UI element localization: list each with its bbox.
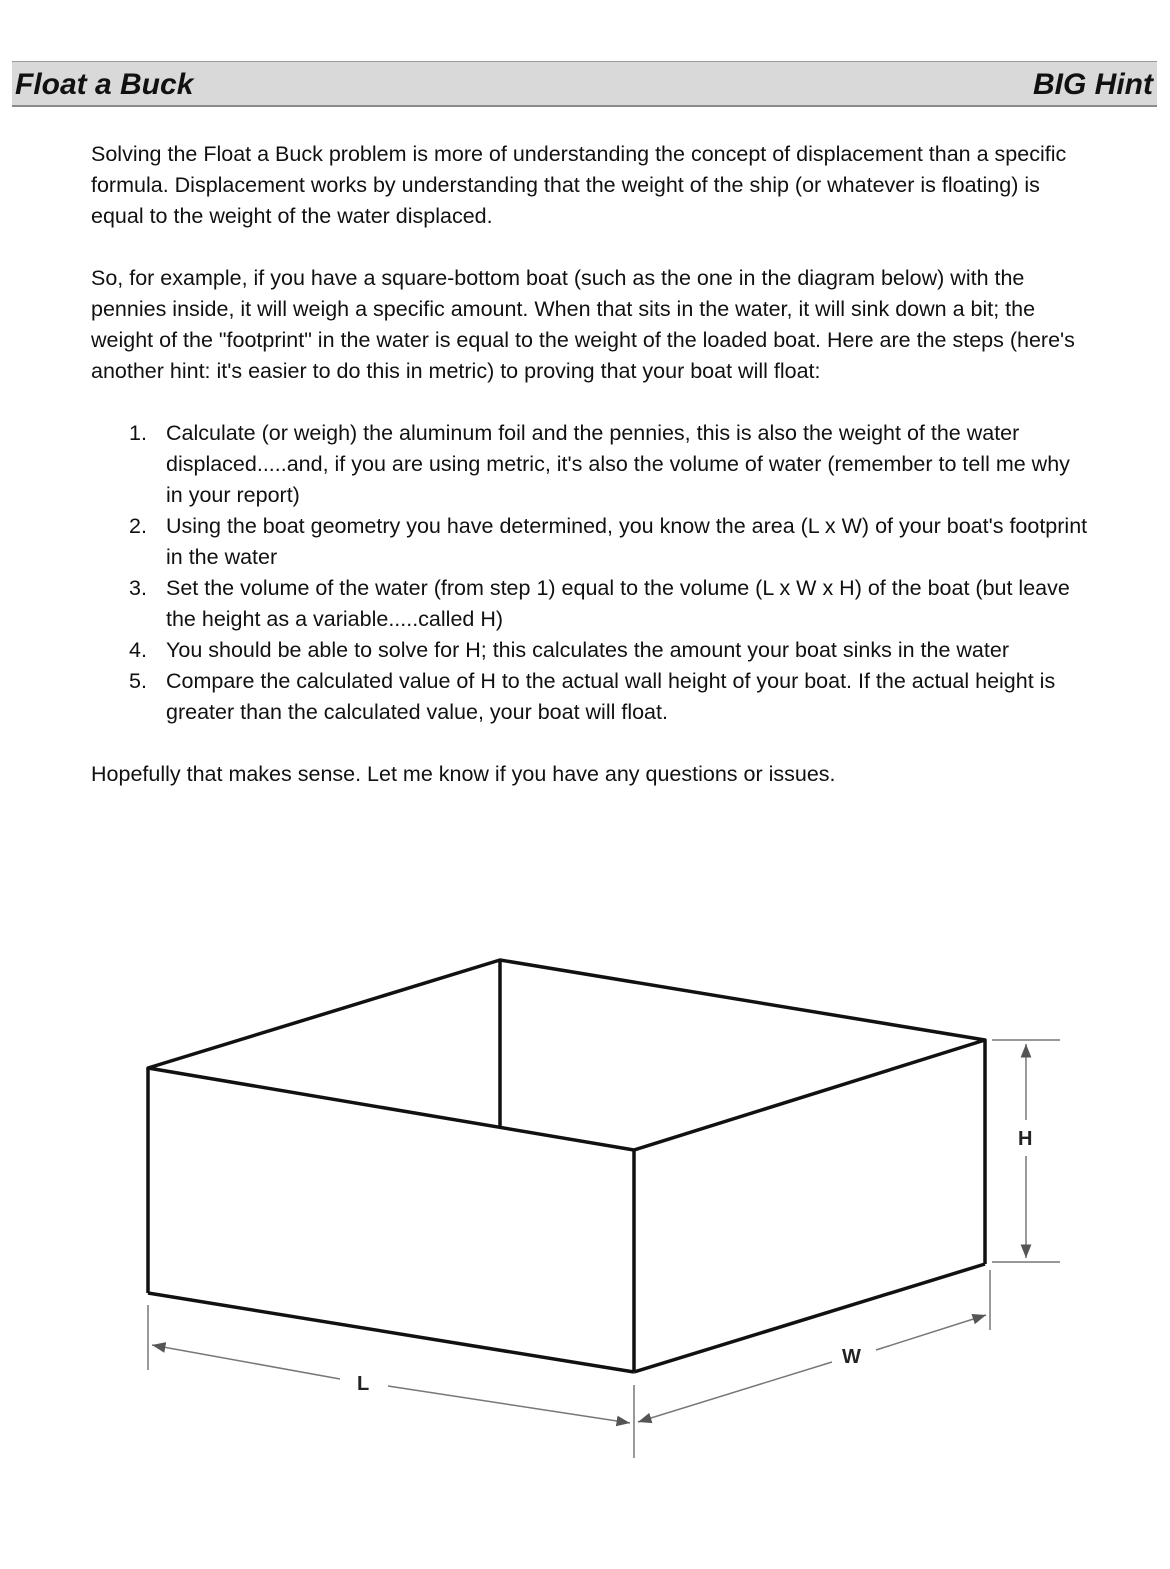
boat-box (148, 960, 985, 1372)
width-dimension (638, 1315, 986, 1422)
intro-paragraph: Solving the Float a Buck problem is more of understanding the concept of displacement than a specific formula. Displacement works by understanding that the weight of the ship (or whatever is floating) is equal to the weight of the water displaced. (91, 142, 1067, 228)
width-dimension-line-a (638, 1362, 832, 1422)
steps-list (91, 418, 1091, 728)
step-text: Compare the calculated value of H to the actual wall height of your boat. If the actual height is greater than the calculated value, your boat will float. (166, 669, 1056, 724)
length-label: L (357, 1373, 370, 1395)
length-dimension-line-a (152, 1345, 340, 1379)
width-dimension-line-b (876, 1315, 986, 1350)
extension-lines (148, 1040, 1060, 1458)
page-title: Float a Buck (15, 68, 194, 101)
length-dimension (152, 1345, 630, 1423)
height-label: H (1018, 1128, 1033, 1150)
step-text: You should be able to solve for H; this calculates the amount your boat sinks in the water (166, 638, 1009, 662)
step-number: 5. (129, 669, 147, 693)
step-text: Set the volume of the water (from step 1) equal to the volume (L x W x H) of the boat (but leave the height as a variable.....called H) (166, 576, 1070, 631)
step-item (91, 418, 1091, 511)
step-item (91, 635, 1091, 666)
step-item (91, 511, 1091, 573)
boat-bottom-right-edge (634, 1264, 985, 1372)
header-bar (12, 61, 1157, 107)
boat-bottom-left-edge (148, 1293, 634, 1372)
step-number: 1. (129, 421, 147, 445)
step-item (91, 666, 1091, 728)
step-number: 3. (129, 576, 147, 600)
example-paragraph: So, for example, if you have a square-bottom boat (such as the one in the diagram below) with the pennies inside, it will weigh a specific amount. When that sits in the water, it will sink down a bit; the weight of the "footprint" in the water is equal to the weight of the loaded boat. Here are the steps (here's another hint: it's easier to do this in metric) to proving that your boat will float: (91, 266, 1075, 383)
step-number: 2. (129, 514, 147, 538)
length-dimension-line-b (388, 1386, 630, 1423)
step-number: 4. (129, 638, 147, 662)
step-item (91, 573, 1091, 635)
page-subtitle: BIG Hint (1033, 68, 1153, 101)
width-label: W (842, 1346, 861, 1368)
closing-paragraph: Hopefully that makes sense. Let me know if you have any questions or issues. (91, 762, 836, 786)
step-text: Using the boat geometry you have determined, you know the area (L x W) of your boat's footprint in the water (166, 514, 1088, 569)
boat-rim (148, 960, 985, 1150)
document-body (91, 139, 1091, 790)
step-text: Calculate (or weigh) the aluminum foil and the pennies, this is also the weight of the water displaced.....and, if you are using metric, it's also the volume of water (remember to tell me why in your report) (166, 421, 1070, 507)
